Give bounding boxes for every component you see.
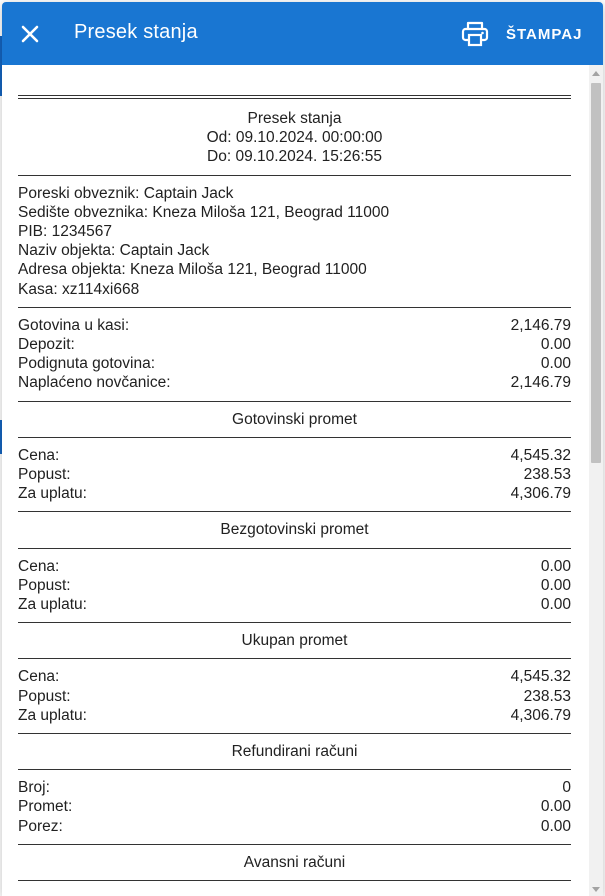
summary-row <box>18 316 571 335</box>
print-button[interactable] <box>452 16 592 52</box>
divider <box>18 622 571 623</box>
summary-row <box>18 797 571 816</box>
row-value: 0.00 <box>540 798 571 816</box>
divider <box>18 880 571 881</box>
cash-summary <box>18 316 571 393</box>
period-to: Do: 09.10.2024. 15:26:55 <box>207 148 382 166</box>
scroll-down-icon[interactable] <box>592 887 600 892</box>
row-value: 0.00 <box>540 336 571 354</box>
divider <box>18 307 571 308</box>
row-label: Za uplatu: <box>18 706 87 724</box>
row-label: Za uplatu: <box>18 596 87 614</box>
dialog-title: Presek stanja <box>74 21 198 43</box>
divider <box>18 658 571 659</box>
info-line: Sedište obveznika: Kneza Miloša 121, Beograd 11000 <box>18 203 390 221</box>
summary-row <box>18 778 571 797</box>
divider <box>18 511 571 512</box>
info-line: Poreski obveznik: Captain Jack <box>18 184 234 202</box>
row-label: Broj: <box>18 779 50 797</box>
scrollbar-thumb[interactable] <box>591 83 601 463</box>
row-label: Cena: <box>18 557 60 575</box>
info-line: Kasa: xz114xi668 <box>18 280 140 298</box>
row-value: 0.00 <box>540 355 571 373</box>
divider <box>18 844 571 845</box>
summary-row <box>18 446 571 465</box>
row-label: Depozit: <box>18 336 75 354</box>
close-button[interactable] <box>16 20 44 48</box>
summary-row <box>18 335 571 354</box>
row-label: Za uplatu: <box>18 485 87 503</box>
row-label: Promet: <box>18 798 73 816</box>
info-line: Adresa objekta: Kneza Miloša 121, Beograd 11000 <box>18 261 367 279</box>
period-from: Od: 09.10.2024. 00:00:00 <box>206 129 383 147</box>
report-dialog <box>2 2 603 896</box>
row-label: Porez: <box>18 817 63 835</box>
info-line: PIB: 1234567 <box>18 223 112 241</box>
row-value: 2,146.79 <box>510 374 571 392</box>
info-line: Naziv objekta: Captain Jack <box>18 242 210 260</box>
row-label: Popust: <box>18 466 71 484</box>
section-title: Gotovinski promet <box>232 410 357 428</box>
summary-row <box>18 354 571 373</box>
summary-row <box>18 465 571 484</box>
summary-row <box>18 667 571 686</box>
row-value: 4,545.32 <box>510 446 571 464</box>
receipt-title: Presek stanja <box>247 110 342 127</box>
row-label: Gotovina u kasi: <box>18 316 130 334</box>
row-label: Popust: <box>18 576 71 594</box>
row-value: 4,306.79 <box>510 485 571 503</box>
row-value: 2,146.79 <box>510 316 571 334</box>
row-label: Naplaćeno novčanice: <box>18 374 171 392</box>
print-label: ŠTAMPAJ <box>506 25 583 43</box>
row-label: Cena: <box>18 446 60 464</box>
row-value: 0.00 <box>540 576 571 594</box>
summary-row <box>18 706 571 725</box>
row-value: 0.00 <box>540 557 571 575</box>
row-label: Cena: <box>18 668 60 686</box>
summary-row <box>18 687 571 706</box>
divider <box>18 733 571 734</box>
row-value: 0.00 <box>540 817 571 835</box>
divider <box>18 401 571 402</box>
summary-row <box>18 484 571 503</box>
divider <box>18 175 571 176</box>
row-label: Podignuta gotovina: <box>18 355 156 373</box>
divider <box>18 95 571 99</box>
printer-icon <box>460 20 490 48</box>
summary-row <box>18 557 571 576</box>
section-title: Bezgotovinski promet <box>220 521 369 539</box>
dialog-header <box>2 2 603 65</box>
row-value: 4,545.32 <box>510 668 571 686</box>
scroll-up-icon[interactable] <box>592 71 600 76</box>
report-content[interactable] <box>2 65 589 896</box>
row-label: Popust: <box>18 687 71 705</box>
row-value: 0.00 <box>540 596 571 614</box>
receipt <box>18 95 571 889</box>
divider <box>18 437 571 438</box>
divider <box>18 548 571 549</box>
section-title: Ukupan promet <box>241 632 348 650</box>
row-value: 0 <box>562 779 571 797</box>
row-value: 4,306.79 <box>510 706 571 724</box>
section-title: Refundirani računi <box>231 743 358 761</box>
section-title: Avansni računi <box>243 853 346 871</box>
summary-row <box>18 595 571 614</box>
taxpayer-info <box>18 184 571 299</box>
divider <box>18 769 571 770</box>
row-value: 238.53 <box>523 687 571 705</box>
summary-row <box>18 373 571 392</box>
summary-row <box>18 817 571 836</box>
vertical-scrollbar[interactable] <box>589 65 603 896</box>
row-value: 238.53 <box>523 466 571 484</box>
close-icon <box>21 25 39 43</box>
summary-row <box>18 576 571 595</box>
